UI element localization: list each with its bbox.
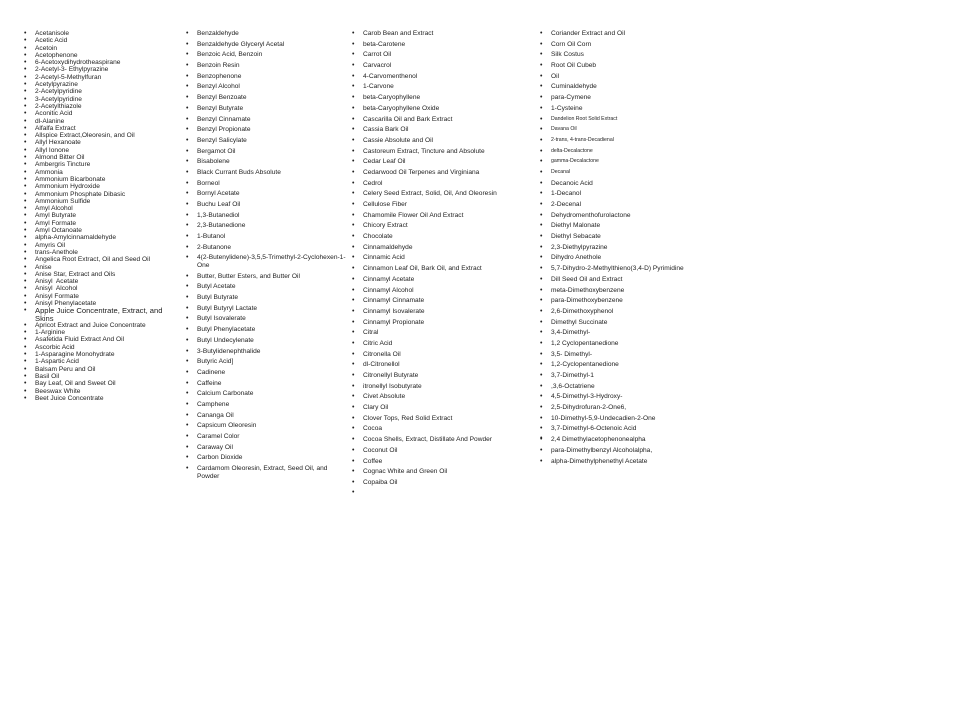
ingredient-item: • Decanal [540, 169, 690, 177]
ingredient-item: • Cananga Oil [186, 412, 346, 420]
ingredient-item: • itronellyl Isobutyrate [352, 383, 534, 391]
ingredient-item: • ,3,6-Octatriene [540, 383, 690, 391]
ingredient-item: • Anisyl Acetate [24, 278, 174, 285]
ingredient-item: • 10-Dimethyl-5,9-Undecadien-2-One [540, 415, 690, 423]
ingredient-item: • Clover Tops, Red Solid Extract [352, 415, 534, 423]
ingredient-item: • Corn Oil Corn [540, 41, 690, 49]
ingredient-item: • Caraway Oil [186, 444, 346, 452]
ingredient-item: • Cinnamyl Acetate [352, 276, 534, 284]
ingredient-item: • 3-Butylidenephthalide [186, 348, 346, 356]
ingredient-item: • Camphene [186, 401, 346, 409]
ingredient-item: • Silk Costus [540, 51, 690, 59]
ingredient-item: • Buchu Leaf Oil [186, 201, 346, 209]
ingredient-item: • Acetylpyrazine [24, 81, 174, 88]
ingredient-item: • Benzyl Salicylate [186, 137, 346, 145]
ingredient-item: • Diethyl Malonate [540, 222, 690, 230]
ingredient-item: • beta-Caryophyllene [352, 94, 534, 102]
ingredient-item: • Bergamot Oil [186, 148, 346, 156]
ingredient-item: • Allspice Extract,Oleoresin, and Oil [24, 132, 174, 139]
ingredient-item: • 1-Aspartic Acid [24, 358, 174, 365]
ingredient-item: • Angelica Root Extract, Oil and Seed Oil [24, 256, 174, 263]
ingredient-item: • Apple Juice Concentrate, Extract, and Skins [24, 307, 174, 322]
ingredient-item: • Caramel Color [186, 433, 346, 441]
ingredient-item: • 4(2-Butenylidene)-3,5,5-Trimethyl-2-Cyclohexen-1-One [186, 254, 346, 269]
ingredient-item: • Cardamom Oleoresin, Extract, Seed Oil, and Powder [186, 465, 346, 480]
ingredient-item: • Butyl Undecylenate [186, 337, 346, 345]
ingredient-item: • trans-Anethole [24, 249, 174, 256]
ingredient-item: • Acetophenone [24, 52, 174, 59]
ingredient-item: • para-Dimethoxybenzene [540, 297, 690, 305]
ingredient-item: • Clary Oil [352, 404, 534, 412]
ingredient-item: • 4-Carvomenthenol [352, 73, 534, 81]
ingredient-item: • 3,7-Dimethyl-6-Octenoic Acid [540, 425, 690, 433]
ingredient-item: • Almond Bitter Oil [24, 154, 174, 161]
ingredient-item: • Carob Bean and Extract [352, 30, 534, 38]
ingredient-item: • 3,4-Dimethyl- [540, 329, 690, 337]
ingredient-item: • Anisyl Alcohol [24, 285, 174, 292]
ingredient-item: • 2,5-Dihydrofuran-2-One6, [540, 404, 690, 412]
ingredient-item: • Chicory Extract [352, 222, 534, 230]
ingredient-item: • 1,2-Cyclopentanedione [540, 361, 690, 369]
ingredient-item: • 2-Decenal [540, 201, 690, 209]
ingredient-item: • Benzyl Cinnamate [186, 116, 346, 124]
ingredient-item: • Dihydro Anethole [540, 254, 690, 262]
ingredient-item: • Ammonium Hydroxide [24, 183, 174, 190]
ingredient-item: • para-Cymene [540, 94, 690, 102]
ingredient-item: • Dehydromenthofurolactone [540, 212, 690, 220]
ingredient-item: • Basil Oil [24, 373, 174, 380]
ingredient-item: • Acetic Acid [24, 37, 174, 44]
ingredient-item: • Bisabolene [186, 158, 346, 166]
ingredient-item: • Cinnamyl Propionate [352, 319, 534, 327]
ingredient-item: • Dandelion Root Solid Extract [540, 116, 690, 124]
ingredient-item: • alpha-Amylcinnamaldehyde [24, 234, 174, 241]
ingredient-item: • Cinnamon Leaf Oil, Bark Oil, and Extract [352, 265, 534, 273]
ingredient-item: • Cedrol [352, 180, 534, 188]
ingredient-item: • Amyl Octanoate [24, 227, 174, 234]
ingredient-item: • Caffeine [186, 380, 346, 388]
ingredient-item: • Cascarilla Oil and Bark Extract [352, 116, 534, 124]
ingredient-item: • Diethyl Sebacate [540, 233, 690, 241]
ingredient-item: • Allyl Hexanoate [24, 139, 174, 146]
ingredient-item: • Citronella Oil [352, 351, 534, 359]
ingredient-item: • 2,6-Dimethoxyphenol [540, 308, 690, 316]
ingredient-item: • Ammonium Sulfide [24, 198, 174, 205]
ingredient-item: • Benzophenone [186, 73, 346, 81]
ingredient-item: • 2-Acetyl-5-Methylfuran [24, 74, 174, 81]
ingredient-item: • Carbon Dioxide [186, 454, 346, 462]
ingredient-item: • 1-Cysteine [540, 105, 690, 113]
ingredient-item: • Butter, Butter Esters, and Butter Oil [186, 273, 346, 281]
ingredient-column-2 [186, 30, 346, 483]
ingredient-item: • Cinnamyl Isovalerate [352, 308, 534, 316]
ingredient-item: • Anise Star, Extract and Oils [24, 271, 174, 278]
ingredient-item: • Cinnamaldehyde [352, 244, 534, 252]
ingredient-item: • Cinnamic Acid [352, 254, 534, 262]
ingredient-item: • Cadinene [186, 369, 346, 377]
ingredient-item: • Ammonia [24, 169, 174, 176]
ingredient-item: • Anise [24, 264, 174, 271]
ingredient-item: • Acetanisole [24, 30, 174, 37]
ingredient-item: • 2,4 Dimethylacetophenonealpha [540, 436, 690, 444]
ingredient-item: • Cocoa Shells, Extract, Distillate And Powder [352, 436, 534, 444]
ingredient-item: • Butyl Acetate [186, 283, 346, 291]
ingredient-item: • 5,7-Dihydro-2-Methylthieno(3,4-D) Pyrimidine [540, 265, 690, 273]
ingredient-item: • 3-Acetylpyridine [24, 96, 174, 103]
ingredient-item: • Benzoin Resin [186, 62, 346, 70]
ingredient-item: • beta-Carotene [352, 41, 534, 49]
ingredient-item: • Cinnamyl Cinnamate [352, 297, 534, 305]
ingredient-item: • Anisyl Formate [24, 293, 174, 300]
ingredient-item: • Copaiba Oil [352, 479, 534, 487]
ingredient-item: • Butyl Isovalerate [186, 315, 346, 323]
ingredient-item: • dl-Alanine [24, 118, 174, 125]
ingredient-item: • Black Currant Buds Absolute [186, 169, 346, 177]
ingredient-item: • 1,2 Cyclopentanedione [540, 340, 690, 348]
ingredient-item: • delta-Decalactone [540, 148, 690, 156]
ingredient-item: • Oil [540, 73, 690, 81]
ingredient-item: • Citric Acid [352, 340, 534, 348]
ingredient-item: • Ammonium Bicarbonate [24, 176, 174, 183]
ingredient-item: • 2,3-Diethylpyrazine [540, 244, 690, 252]
ingredient-item: • meta-Dimethoxybenzene [540, 287, 690, 295]
ingredient-item: • Citronellyl Butyrate [352, 372, 534, 380]
ingredient-item: • Benzoic Acid, Benzoin [186, 51, 346, 59]
ingredient-item: • Amyl Butyrate [24, 212, 174, 219]
ingredient-item: • 2-trans, 4-trans-Decadienal [540, 137, 690, 145]
ingredient-item: • beta-Caryophyllene Oxide [352, 105, 534, 113]
ingredient-item: • Apricot Extract and Juice Concentrate [24, 322, 174, 329]
ingredient-item: • Beet Juice Concentrate [24, 395, 174, 402]
ingredient-item: • Ambergris Tincture [24, 161, 174, 168]
ingredient-item: • Cedar Leaf Oil [352, 158, 534, 166]
ingredient-item: • 2-Acetylpyridine [24, 88, 174, 95]
ingredient-item: • 1-Arginine [24, 329, 174, 336]
ingredient-item: • Dill Seed Oil and Extract [540, 276, 690, 284]
ingredient-item: • gamma-Decalactone [540, 158, 690, 166]
ingredient-item: • Cassia Bark Oil [352, 126, 534, 134]
ingredient-item: • Cellulose Fiber [352, 201, 534, 209]
ingredient-item: • 3,7-Dimethyl-1 [540, 372, 690, 380]
ingredient-item: • Asafetida Fluid Extract And Oil [24, 336, 174, 343]
ingredient-item: • 1-Decanol [540, 190, 690, 198]
ingredient-item: • Alfalfa Extract [24, 125, 174, 132]
ingredient-item: • Cuminaldehyde [540, 83, 690, 91]
ingredient-column-3 [352, 30, 534, 490]
ingredient-item: • 1-Carvone [352, 83, 534, 91]
ingredient-item: • 1-Asparagine Monohydrate [24, 351, 174, 358]
ingredient-item: • 2-Butanone [186, 244, 346, 252]
ingredient-item: • Davana Oil [540, 126, 690, 134]
ingredient-item: • Amyl Alcohol [24, 205, 174, 212]
ingredient-item: • Butyl Butyrate [186, 294, 346, 302]
ingredient-item: • Bornyl Acetate [186, 190, 346, 198]
ingredient-item: • Benzyl Benzoate [186, 94, 346, 102]
ingredient-item: • Carrot Oil [352, 51, 534, 59]
ingredient-item: • Acetoin [24, 45, 174, 52]
ingredient-item: • Cassie Absolute and Oil [352, 137, 534, 145]
ingredient-item: • Amyris Oil [24, 242, 174, 249]
ingredient-item: • Cocoa [352, 425, 534, 433]
ingredient-item: • 3,5- Dimethyl- [540, 351, 690, 359]
ingredient-item: • Bay Leaf, Oil and Sweet Oil [24, 380, 174, 387]
ingredient-item: • Benzyl Propionate [186, 126, 346, 134]
ingredient-item: • Anisyl Phenylacetate [24, 300, 174, 307]
ingredient-item: • Benzaldehyde Glyceryl Acetal [186, 41, 346, 49]
ingredient-item: • Balsam Peru and Oil [24, 366, 174, 373]
ingredient-item: • Benzaldehyde [186, 30, 346, 38]
ingredient-item: • 2-Acetyl-3- Ethylpyrazine [24, 66, 174, 73]
ingredient-item: • Capsicum Oleoresin [186, 422, 346, 430]
ingredient-item: • Celery Seed Extract, Solid, Oil, And Oleoresin [352, 190, 534, 198]
ingredient-item: • dl-Citronellol [352, 361, 534, 369]
ingredient-item: • Benzyl Butyrate [186, 105, 346, 113]
ingredient-item: • Allyl Ionone [24, 147, 174, 154]
ingredient-item: • Ammonium Phosphate Dibasic [24, 191, 174, 198]
ingredient-item: • Dimethyl Succinate [540, 319, 690, 327]
ingredient-item: • Coffee [352, 458, 534, 466]
ingredient-item: • Cognac White and Green Oil [352, 468, 534, 476]
ingredient-item: • Castoreum Extract, Tincture and Absolute [352, 148, 534, 156]
ingredient-item: • Cedarwood Oil Terpenes and Virginiana [352, 169, 534, 177]
ingredient-item: • Chamomile Flower Oil And Extract [352, 212, 534, 220]
ingredient-item: • 2,3-Butanedione [186, 222, 346, 230]
ingredient-item: • Aconitic Acid [24, 110, 174, 117]
ingredient-item: • Butyl Phenylacetate [186, 326, 346, 334]
ingredient-item: • 1-Butanol [186, 233, 346, 241]
ingredient-item: • Cinnamyl Alcohol [352, 287, 534, 295]
ingredient-item: • Ascorbic Acid [24, 344, 174, 351]
ingredient-item: • Butyl Butyryl Lactate [186, 305, 346, 313]
ingredient-item: • alpha-Dimethylphenethyl Acetate [540, 458, 690, 466]
ingredient-item: • Chocolate [352, 233, 534, 241]
ingredient-item: • 4,5-Dimethyl-3-Hydroxy- [540, 393, 690, 401]
ingredient-item: • Root Oil Cubeb [540, 62, 690, 70]
ingredient-item: • Butyric Acid] [186, 358, 346, 366]
ingredient-column-1 [24, 30, 174, 402]
ingredient-item: • Borneol [186, 180, 346, 188]
ingredient-item: • Carvacrol [352, 62, 534, 70]
ingredient-item: • 1,3-Butanediol [186, 212, 346, 220]
ingredient-item: • Coriander Extract and Oil [540, 30, 690, 38]
ingredient-item: • 6-Acetoxydihydrotheaspirane [24, 59, 174, 66]
ingredient-item: • Calcium Carbonate [186, 390, 346, 398]
ingredient-item: • Coconut Oil [352, 447, 534, 455]
ingredient-column-4 [540, 30, 690, 468]
ingredient-item: • Amyl Formate [24, 220, 174, 227]
ingredient-item: • Civet Absolute [352, 393, 534, 401]
ingredient-item: • Beeswax White [24, 388, 174, 395]
ingredient-item: • 2-Acetylthiazole [24, 103, 174, 110]
ingredient-item: • Decanoic Acid [540, 180, 690, 188]
ingredient-item: • para-Dimethylbenzyl Alcoholalpha, [540, 447, 690, 455]
ingredient-item: • Citral [352, 329, 534, 337]
ingredient-item: • Benzyl Alcohol [186, 83, 346, 91]
